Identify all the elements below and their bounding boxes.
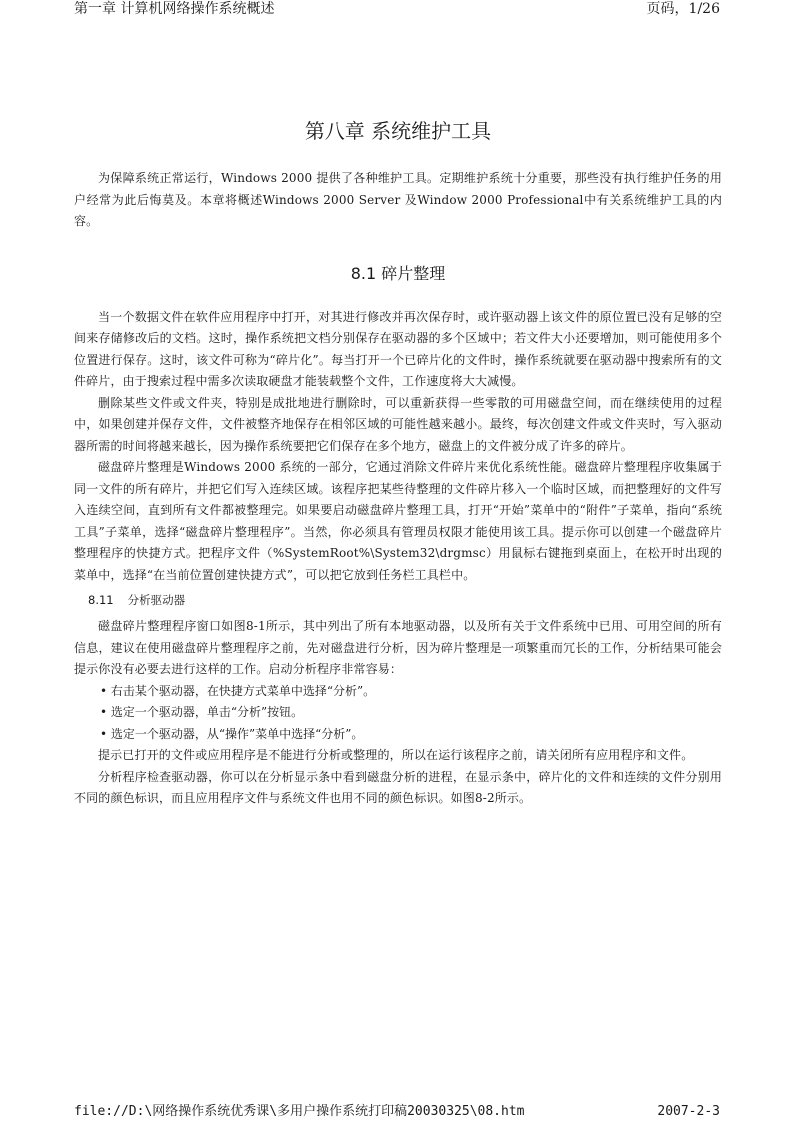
tip-paragraph: 提示已打开的文件或应用程序是不能进行分析或整理的，所以在运行该程序之前，请关闭所有应用程序和文件。 xyxy=(98,748,694,762)
section-title: 8.1 碎片整理 xyxy=(350,263,446,283)
section-paragraph-2: 删除某些文件或文件夹，特别是成批地进行删除时，可以重新获得一些零散的可用磁盘空间，而在继续使用的过程中，如果创建并保存文件，文件被整齐地保存在相邻区域的可能性越来越小。最终，每次创建文件或文件夹时，写入驱动器所需的时间将越来越长，因为操作系统要把它们保存在多个地方，磁盘上的文件被分成了许多的碎片。 xyxy=(74,395,722,453)
page-header xyxy=(74,0,720,20)
header-chapter: 第一章 计算机网络操作系统概述 xyxy=(74,1,275,17)
subsection-paragraph: 磁盘碎片整理程序窗口如图8-1所示，其中列出了所有本地驱动器，以及所有关于文件系统中已用、可用空间的所有信息，建议在使用磁盘碎片整理程序之前，先对磁盘进行分析，因为碎片整理是一项繁重而冗长的工作，分析结果可能会提示你没有必要去进行这样的工作。启动分析程序非常容易： xyxy=(74,619,722,676)
list-item: • 右击某个驱动器，在快捷方式菜单中选择“分析”。 xyxy=(100,683,376,698)
section-paragraph-3: 磁盘碎片整理是Windows 2000 系统的一部分，它通过消除文件碎片来优化系统性能。磁盘碎片整理程序收集属于同一文件的所有碎片，并把它们写入连续区域。该程序把某些待整理的文件碎片移入一个临时区域，而把整理好的文件写入连续空间，直到所有文件都被整理完。如果要启动磁盘碎片整理工具，打开“开始”菜单中的“附件”子菜单，指向“系统工具”子菜单，选择“磁盘碎片整理程序”。当然，你必须具有管理员权限才能使用该工具。提示你可以创建一个磁盘碎片整理程序的快捷方式。把程序文件（%SystemRoot%\System32\drgmsc）用鼠标右键拖到桌面上，在松开时出现的菜单中，选择“在当前位置创建快捷方式”，可以把它放到任务栏工具栏中。 xyxy=(74,460,722,582)
subsection-title xyxy=(88,590,722,610)
document-body xyxy=(74,118,722,810)
subsection-number: 8.11 xyxy=(88,593,114,607)
list-item: • 选定一个驱动器，单击“分析”按钮。 xyxy=(100,705,304,719)
header-page-number: 页码，1/26 xyxy=(646,1,720,17)
footer-file-path: file://D:\网络操作系统优秀课\多用户操作系统打印稿20030325\08.htm xyxy=(74,1104,525,1119)
footer-date: 2007-2-3 xyxy=(657,1104,720,1119)
intro-paragraph: 为保障系统正常运行，Windows 2000 提供了各种维护工具。定期维护系统十分重要，那些没有执行维护任务的用户经常为此后悔莫及。本章将概述Windows 2000 Server 及Window 2000 Professional中有关系统维护工具的内容。 xyxy=(74,171,722,228)
subsection-label: 分析驱动器 xyxy=(127,593,186,607)
closing-paragraph: 分析程序检查驱动器，你可以在分析显示条中看到磁盘分析的进程，在显示条中，碎片化的文件和连续的文件分别用不同的颜色标识，而且应用程序文件与系统文件也用不同的颜色标识。如图8-2所示。 xyxy=(74,769,722,805)
chapter-title: 第八章 系统维护工具 xyxy=(304,119,492,143)
list-item: • 选定一个驱动器，从“操作”菜单中选择“分析”。 xyxy=(100,726,364,741)
section-paragraph-1: 当一个数据文件在软件应用程序中打开，对其进行修改并再次保存时，或许驱动器上该文件的原位置已没有足够的空间来存储修改后的文档。这时，操作系统把文档分别保存在驱动器的多个区域中；若文件大小还要增加，则可能使用多个位置进行保存。这时，该文件可称为“碎片化”。每当打开一个已碎片化的文件时，操作系统就要在驱动器中搜索所有的文件碎片，由于搜索过程中需多次读取硬盘才能装载整个文件，工作速度将大大减慢。 xyxy=(74,309,722,388)
analysis-method-list xyxy=(74,681,722,746)
page-footer xyxy=(74,1103,720,1121)
